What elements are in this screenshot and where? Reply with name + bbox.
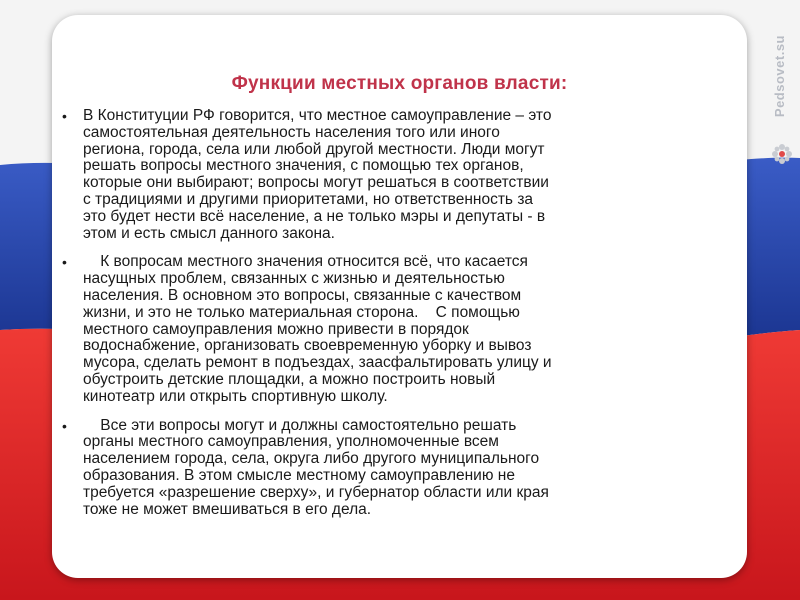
line: В Конституции РФ говорится, что местное самоуправление – это bbox=[83, 107, 552, 124]
line: этом и есть смысл данного закона. bbox=[83, 224, 335, 242]
line: органы местного самоуправления, уполномоченные всем bbox=[83, 433, 499, 451]
line: К вопросам местного значения относится всё, что касается bbox=[83, 253, 528, 271]
line: населением города, села, округа либо другого муниципального bbox=[83, 450, 540, 468]
paragraph-1 bbox=[62, 108, 752, 242]
line: насущных проблем, связанных с жизнью и деятельностью bbox=[83, 270, 505, 288]
line: Все эти вопросы могут и должны самостоятельно решать bbox=[83, 416, 517, 434]
line: мусора, сделать ремонт в подъездах, заасфальтировать улицу и bbox=[83, 354, 552, 372]
line: обустроить детские площадки, а можно построить новый bbox=[83, 370, 496, 388]
line: региона, города, села или любой другой местности. Люди могут bbox=[83, 140, 545, 158]
line: кинотеатр или открыть спортивную школу. bbox=[83, 387, 388, 405]
line: местного самоуправления можно привести в порядок bbox=[83, 320, 469, 338]
bullet-2: • bbox=[62, 254, 67, 271]
line: с традициями и другими приоритетами, но ответственность за bbox=[83, 190, 534, 208]
line: тоже не может вмешиваться в его дела. bbox=[83, 500, 372, 518]
pedsovet-watermark bbox=[768, 30, 796, 180]
line: образования. В этом смысле местному самоуправлению не bbox=[83, 466, 515, 484]
slide-title: Функции местных органов власти: bbox=[231, 73, 568, 94]
line: самостоятельная деятельность населения того или иного bbox=[83, 123, 500, 141]
line: водоснабжение, организовать своевременную уборку и вывоз bbox=[83, 337, 532, 355]
line: населения. В основном это вопросы, связанные с качеством bbox=[83, 286, 522, 304]
line: жизни, и это не только материальная сторона. С помощью bbox=[83, 303, 520, 321]
line: требуется «разрешение сверху», и губернатор области или края bbox=[83, 483, 549, 501]
line: решать вопросы местного значения, с помощью тех органов, bbox=[83, 157, 524, 175]
bullet-1: • bbox=[62, 108, 67, 124]
line: которые они выбирают; вопросы могут решаться в соответствии bbox=[83, 174, 549, 192]
line: это будет нести всё население, а не только мэры и депутаты - в bbox=[83, 207, 546, 225]
watermark-text: Pedsovet.su bbox=[772, 35, 787, 118]
bullet-3: • bbox=[62, 417, 67, 434]
paragraph-3 bbox=[62, 418, 752, 519]
paragraph-2 bbox=[62, 254, 752, 405]
snowflake-flower-logo-icon bbox=[770, 142, 794, 166]
slide-body bbox=[62, 108, 752, 530]
